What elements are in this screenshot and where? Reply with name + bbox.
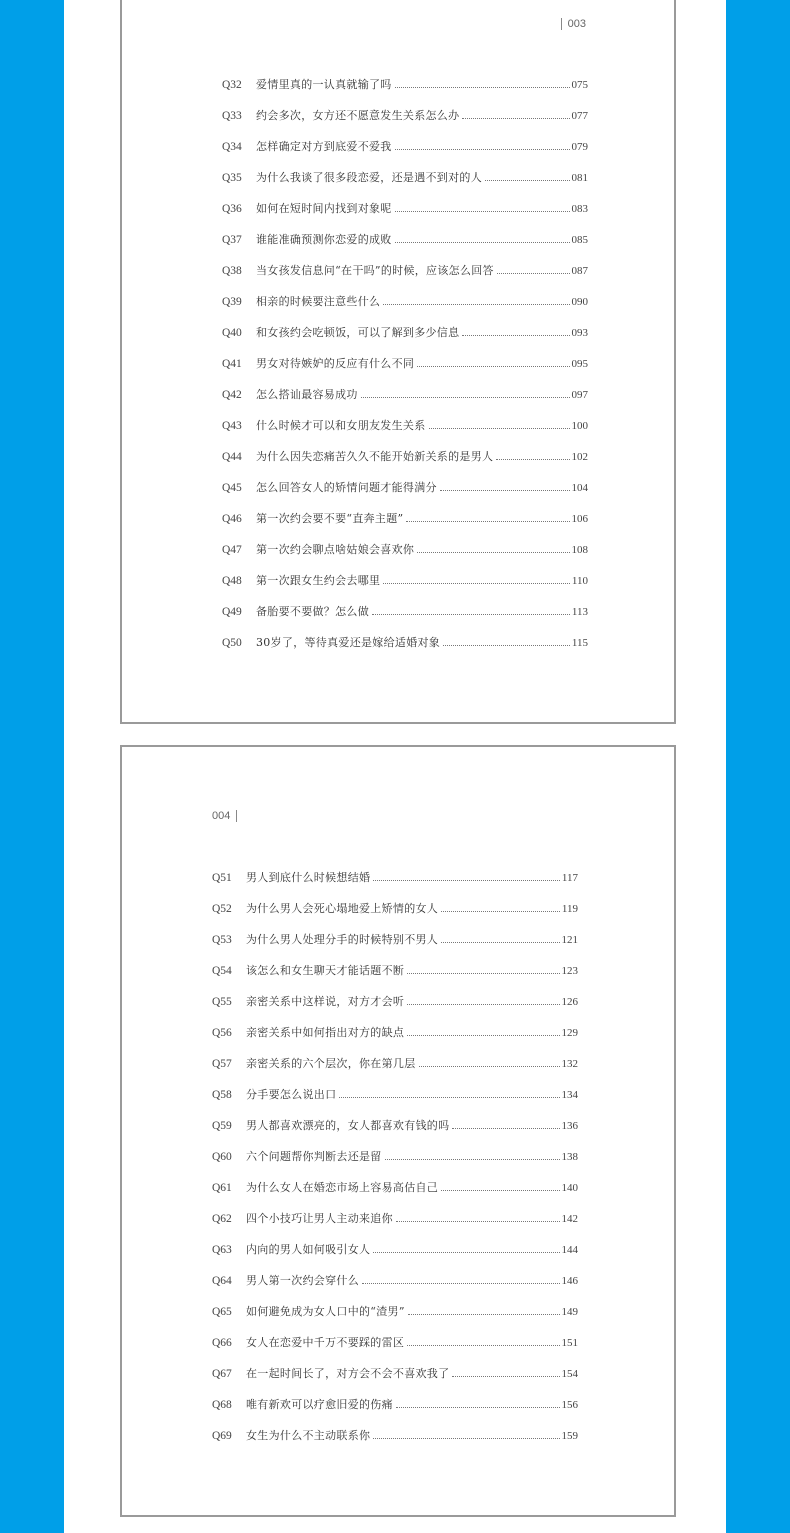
toc-entry: [222, 385, 588, 416]
entry-page: 087: [571, 265, 588, 277]
entry-title: 男人都喜欢漂亮的，女人都喜欢有钱的吗: [246, 1119, 450, 1132]
question-number: Q33: [222, 110, 242, 122]
dot-leader: [462, 335, 569, 336]
question-number: Q55: [212, 996, 232, 1008]
entry-page: 123: [561, 965, 578, 977]
entry-page: 090: [571, 296, 588, 308]
entry-page: 093: [571, 327, 588, 339]
toc-entry: [212, 1054, 578, 1085]
page-number-divider: [236, 810, 237, 822]
dot-leader: [485, 180, 570, 181]
entry-title: 相亲的时候要注意些什么: [256, 295, 381, 308]
toc-page-003: [120, 0, 676, 724]
question-number: Q69: [212, 1430, 232, 1442]
question-number: Q42: [222, 389, 242, 401]
dot-leader: [441, 1190, 559, 1191]
toc-entry: [222, 571, 588, 602]
entry-title: 第一次约会要不要“直奔主题”: [256, 512, 404, 525]
entry-title: 内向的男人如何吸引女人: [246, 1243, 371, 1256]
toc-entry: [212, 1209, 578, 1240]
dot-leader: [417, 552, 569, 553]
entry-page: 159: [561, 1430, 578, 1442]
question-number: Q37: [222, 234, 242, 246]
question-number: Q44: [222, 451, 242, 463]
entry-title: 当女孩发信息问“在干吗”的时候，应该怎么回答: [256, 264, 494, 277]
question-number: Q36: [222, 203, 242, 215]
toc-entry: [222, 168, 588, 199]
dot-leader: [407, 1345, 559, 1346]
toc-entry: [212, 1364, 578, 1395]
entry-title: 约会多次，女方还不愿意发生关系怎么办: [256, 109, 460, 122]
toc-list: [212, 868, 578, 1457]
entry-title: 女人在恋爱中千万不要踩的雷区: [246, 1336, 405, 1349]
page-number: [555, 18, 586, 30]
toc-entry: [222, 416, 588, 447]
question-number: Q34: [222, 141, 242, 153]
toc-entry: [222, 354, 588, 385]
entry-page: 113: [571, 606, 588, 618]
dot-leader: [339, 1097, 559, 1098]
question-number: Q53: [212, 934, 232, 946]
question-number: Q66: [212, 1337, 232, 1349]
dot-leader: [383, 304, 569, 305]
toc-entry: [222, 261, 588, 292]
toc-entry: [212, 1116, 578, 1147]
entry-title: 第一次约会聊点啥姑娘会喜欢你: [256, 543, 415, 556]
entry-page: 083: [571, 203, 588, 215]
entry-page: 079: [571, 141, 588, 153]
entry-page: 104: [571, 482, 588, 494]
toc-entry: [212, 1395, 578, 1426]
entry-title: 该怎么和女生聊天才能话题不断: [246, 964, 405, 977]
dot-leader: [462, 118, 569, 119]
entry-page: 156: [561, 1399, 578, 1411]
entry-page: 140: [561, 1182, 578, 1194]
page-number-divider: [561, 18, 562, 30]
entry-title: 为什么因失恋痛苦久久不能开始新关系的是男人: [256, 450, 494, 463]
dot-leader: [419, 1066, 560, 1067]
dot-leader: [417, 366, 569, 367]
dot-leader: [373, 1438, 559, 1439]
entry-page: 132: [561, 1058, 578, 1070]
dot-leader: [407, 1004, 559, 1005]
entry-title: 怎么搭讪最容易成功: [256, 388, 358, 401]
entry-title: 为什么男人处理分手的时候特别不男人: [246, 933, 439, 946]
question-number: Q51: [212, 872, 232, 884]
left-blue-border: [0, 0, 64, 1533]
entry-page: 154: [561, 1368, 578, 1380]
dot-leader: [429, 428, 570, 429]
page-number: [212, 810, 243, 822]
entry-title: 男人到底什么时候想结婚: [246, 871, 371, 884]
dot-leader: [452, 1376, 559, 1377]
toc-entry: [212, 1178, 578, 1209]
dot-leader: [395, 211, 570, 212]
question-number: Q48: [222, 575, 242, 587]
entry-page: 151: [561, 1337, 578, 1349]
dot-leader: [396, 1407, 560, 1408]
toc-entry: [212, 1023, 578, 1054]
toc-entry: [222, 602, 588, 633]
entry-page: 106: [571, 513, 588, 525]
toc-entry: [212, 1426, 578, 1457]
question-number: Q43: [222, 420, 242, 432]
dot-leader: [395, 242, 570, 243]
dot-leader: [361, 397, 570, 398]
page-number-text: 003: [567, 18, 586, 30]
question-number: Q61: [212, 1182, 232, 1194]
question-number: Q35: [222, 172, 242, 184]
entry-page: 136: [561, 1120, 578, 1132]
dot-leader: [440, 490, 570, 491]
entry-page: 146: [561, 1275, 578, 1287]
question-number: Q64: [212, 1275, 232, 1287]
toc-entry: [212, 1302, 578, 1333]
entry-page: 138: [561, 1151, 578, 1163]
question-number: Q32: [222, 79, 242, 91]
toc-entry: [212, 868, 578, 899]
entry-title: 如何在短时间内找到对象呢: [256, 202, 392, 215]
entry-title: 怎么回答女人的矫情问题才能得满分: [256, 481, 437, 494]
toc-entry: [222, 75, 588, 106]
dot-leader: [373, 880, 560, 881]
dot-leader: [441, 942, 559, 943]
entry-page: 129: [561, 1027, 578, 1039]
entry-title: 30岁了，等待真爱还是嫁给适婚对象: [256, 636, 441, 649]
entry-page: 081: [571, 172, 588, 184]
dot-leader: [396, 1221, 560, 1222]
toc-entry: [222, 199, 588, 230]
toc-list: [222, 75, 588, 664]
entry-title: 第一次跟女生约会去哪里: [256, 574, 381, 587]
toc-entry: [212, 961, 578, 992]
question-number: Q50: [222, 637, 242, 649]
toc-page-004: [120, 745, 676, 1517]
entry-title: 为什么我谈了很多段恋爱，还是遇不到对的人: [256, 171, 482, 184]
entry-page: 115: [571, 637, 588, 649]
dot-leader: [408, 1314, 560, 1315]
question-number: Q57: [212, 1058, 232, 1070]
entry-title: 男女对待嫉妒的反应有什么不同: [256, 357, 415, 370]
entry-title: 在一起时间长了，对方会不会不喜欢我了: [246, 1367, 450, 1380]
toc-entry: [222, 509, 588, 540]
question-number: Q60: [212, 1151, 232, 1163]
toc-entry: [222, 230, 588, 261]
toc-entry: [222, 106, 588, 137]
dot-leader: [395, 149, 570, 150]
entry-title: 唯有新欢可以疗愈旧爱的伤痛: [246, 1398, 393, 1411]
dot-leader: [395, 87, 570, 88]
question-number: Q47: [222, 544, 242, 556]
question-number: Q63: [212, 1244, 232, 1256]
dot-leader: [373, 1252, 559, 1253]
entry-title: 谁能准确预测你恋爱的成败: [256, 233, 392, 246]
question-number: Q45: [222, 482, 242, 494]
entry-page: 108: [571, 544, 588, 556]
toc-entry: [212, 992, 578, 1023]
entry-page: 117: [561, 872, 578, 884]
toc-entry: [222, 478, 588, 509]
question-number: Q65: [212, 1306, 232, 1318]
dot-leader: [362, 1283, 560, 1284]
toc-entry: [212, 1271, 578, 1302]
question-number: Q40: [222, 327, 242, 339]
entry-page: 144: [561, 1244, 578, 1256]
entry-page: 102: [571, 451, 588, 463]
question-number: Q52: [212, 903, 232, 915]
question-number: Q39: [222, 296, 242, 308]
dot-leader: [497, 273, 570, 274]
question-number: Q59: [212, 1120, 232, 1132]
toc-entry: [212, 930, 578, 961]
entry-page: 077: [571, 110, 588, 122]
entry-page: 142: [561, 1213, 578, 1225]
entry-page: 075: [571, 79, 588, 91]
dot-leader: [496, 459, 569, 460]
dot-leader: [406, 521, 569, 522]
entry-title: 为什么女人在婚恋市场上容易高估自己: [246, 1181, 439, 1194]
dot-leader: [385, 1159, 560, 1160]
entry-page: 100: [571, 420, 588, 432]
entry-title: 亲密关系中如何指出对方的缺点: [246, 1026, 405, 1039]
dot-leader: [441, 911, 560, 912]
toc-entry: [222, 447, 588, 478]
entry-page: 095: [571, 358, 588, 370]
toc-entry: [212, 1333, 578, 1364]
entry-title: 怎样确定对方到底爱不爱我: [256, 140, 392, 153]
toc-entry: [222, 137, 588, 168]
question-number: Q46: [222, 513, 242, 525]
dot-leader: [443, 645, 570, 646]
question-number: Q56: [212, 1027, 232, 1039]
question-number: Q67: [212, 1368, 232, 1380]
entry-title: 六个问题帮你判断去还是留: [246, 1150, 382, 1163]
entry-title: 分手要怎么说出口: [246, 1088, 337, 1101]
question-number: Q62: [212, 1213, 232, 1225]
toc-entry: [212, 1085, 578, 1116]
question-number: Q38: [222, 265, 242, 277]
entry-title: 女生为什么不主动联系你: [246, 1429, 371, 1442]
entry-page: 097: [571, 389, 588, 401]
toc-entry: [212, 1147, 578, 1178]
question-number: Q54: [212, 965, 232, 977]
question-number: Q68: [212, 1399, 232, 1411]
entry-title: 爱情里真的一认真就输了吗: [256, 78, 392, 91]
toc-entry: [222, 292, 588, 323]
entry-title: 四个小技巧让男人主动来追你: [246, 1212, 393, 1225]
entry-page: 134: [561, 1089, 578, 1101]
entry-page: 119: [561, 903, 578, 915]
question-number: Q58: [212, 1089, 232, 1101]
toc-entry: [212, 899, 578, 930]
entry-title: 为什么男人会死心塌地爱上矫情的女人: [246, 902, 439, 915]
page-number-text: 004: [212, 810, 231, 822]
entry-title: 什么时候才可以和女朋友发生关系: [256, 419, 426, 432]
dot-leader: [407, 1035, 559, 1036]
dot-leader: [372, 614, 570, 615]
dot-leader: [407, 973, 559, 974]
entry-page: 149: [561, 1306, 578, 1318]
right-blue-border: [726, 0, 790, 1533]
toc-entry: [222, 633, 588, 664]
dot-leader: [452, 1128, 559, 1129]
toc-entry: [222, 323, 588, 354]
dot-leader: [383, 583, 570, 584]
entry-page: 121: [561, 934, 578, 946]
entry-title: 备胎要不要做？怎么做: [256, 605, 369, 618]
entry-page: 110: [571, 575, 588, 587]
question-number: Q49: [222, 606, 242, 618]
entry-title: 男人第一次约会穿什么: [246, 1274, 359, 1287]
entry-title: 如何避免成为女人口中的“渣男”: [246, 1305, 405, 1318]
entry-page: 085: [571, 234, 588, 246]
entry-page: 126: [561, 996, 578, 1008]
entry-title: 亲密关系的六个层次，你在第几层: [246, 1057, 416, 1070]
entry-title: 和女孩约会吃顿饭，可以了解到多少信息: [256, 326, 460, 339]
entry-title: 亲密关系中这样说，对方才会听: [246, 995, 405, 1008]
toc-entry: [222, 540, 588, 571]
toc-entry: [212, 1240, 578, 1271]
question-number: Q41: [222, 358, 242, 370]
